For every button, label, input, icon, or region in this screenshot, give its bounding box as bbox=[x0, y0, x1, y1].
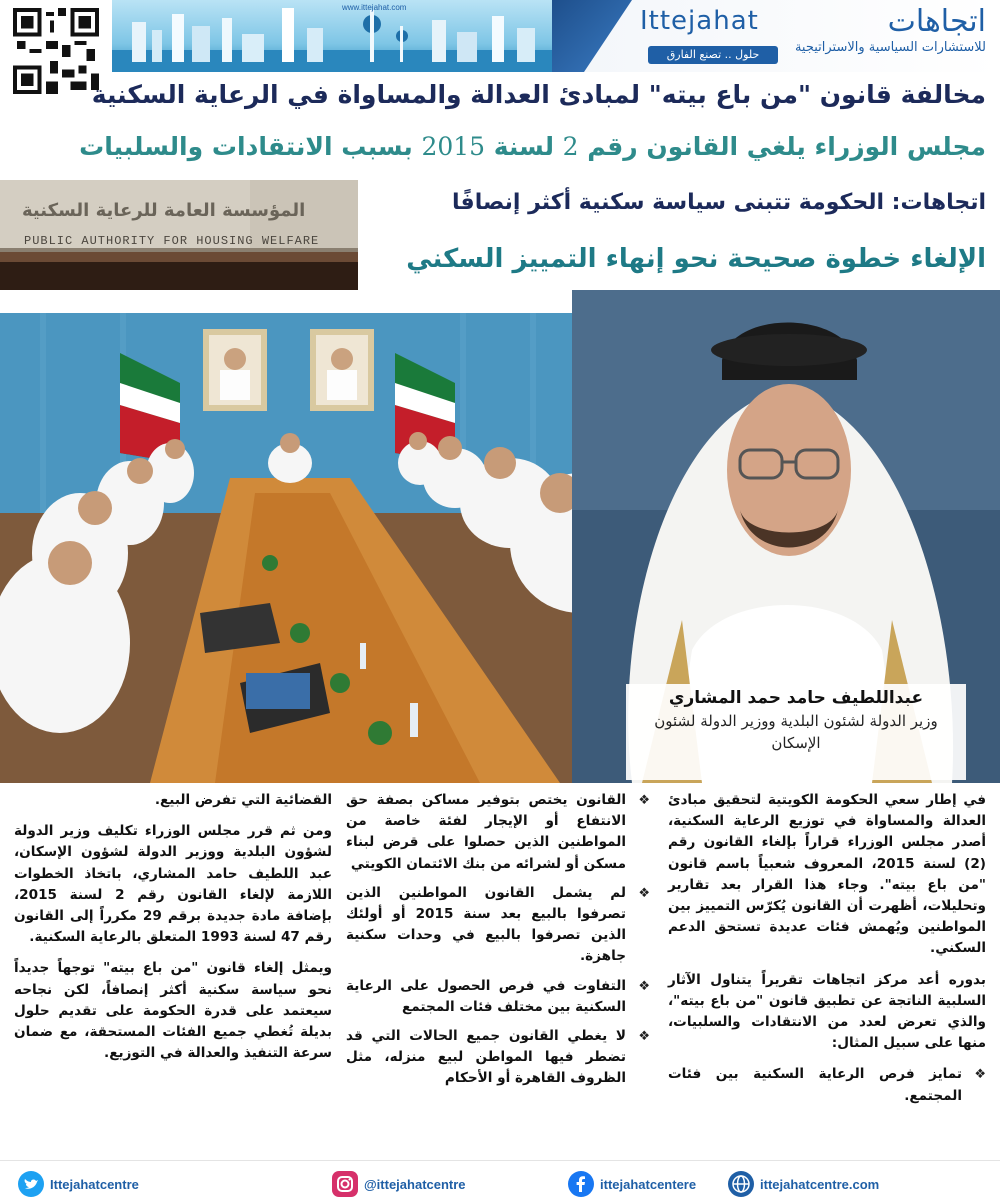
svg-text:www.ittejahat.com: www.ittejahat.com bbox=[342, 3, 407, 12]
list-item: ❖ التفاوت في فرص الحصول على الرعاية السكنية بين مختلف فئات المجتمع bbox=[346, 977, 650, 1015]
list-item: ❖ تمايز فرص الرعاية السكنية بين فئات المجتمع. bbox=[668, 1066, 986, 1104]
list-item: ❖ لم يشمل القانون المواطنين الذين تصرفوا بالبيع بعد سنة 2015 أو أولئك الذين تصرفوا بالبيع في وحدات سكنية جاهزة. bbox=[346, 884, 650, 965]
city-skyline-image bbox=[112, 0, 552, 72]
article-column-middle bbox=[346, 790, 650, 1098]
facebook-icon bbox=[568, 1171, 594, 1197]
headline-4: الإلغاء خطوة صحيحة نحو إنهاء التمييز السكني bbox=[406, 244, 986, 274]
facebook-link[interactable]: ittejahatcentere bbox=[568, 1171, 696, 1197]
list-item: ❖ القانون يختص بتوفير مساكن بصفة حق الانتفاع أو الإيجار لفئة خاصة من المواطنين الذين حصلوا على قرض لبناء مسكن أو لشرائه من بنك الائتمان الكويتي bbox=[346, 792, 650, 872]
logo-english[interactable]: Ittejahat bbox=[640, 6, 759, 36]
logo-arabic[interactable]: اتجاهات bbox=[887, 4, 986, 39]
building-sign-english: PUBLIC AUTHORITY FOR HOUSING WELFARE bbox=[24, 234, 320, 248]
qr-code-icon[interactable] bbox=[12, 8, 100, 94]
paragraph: بدوره أعد مركز اتجاهات تقريراً يتناول الآثار السلبية الناتجة عن تطبيق قانون "من باع بيته"، والذي تعرض لعدد من الانتقادات والسلبيات، منها على سبيل المثال: bbox=[668, 971, 986, 1052]
header-banner bbox=[0, 0, 1000, 78]
minister-name: عبداللطيف حامد حمد المشاري bbox=[668, 688, 924, 708]
globe-icon bbox=[728, 1171, 754, 1197]
cabinet-meeting-photo bbox=[0, 313, 580, 783]
headline-2: مجلس الوزراء يلغي القانون رقم 2 لسنة 2015 بسبب الانتقادات والسلبيات bbox=[79, 132, 986, 161]
building-sign-arabic: المؤسسة العامة للرعاية السكنية bbox=[22, 200, 306, 221]
housing-authority-building-photo bbox=[0, 180, 358, 290]
footer-social-bar bbox=[0, 1160, 1000, 1200]
diamond-bullet-icon: ❖ bbox=[638, 1029, 650, 1045]
logo-subtitle: للاستشارات السياسية والاستراتيجية bbox=[794, 40, 986, 55]
minister-caption bbox=[626, 684, 966, 780]
diamond-bullet-icon: ❖ bbox=[974, 1067, 986, 1083]
article-column-right bbox=[668, 790, 986, 1115]
diamond-bullet-icon: ❖ bbox=[638, 793, 650, 808]
article-column-left bbox=[14, 790, 332, 1074]
paragraph: القضائية التي تفرض البيع. bbox=[154, 792, 332, 808]
paragraph: ومن ثم قرر مجلس الوزراء تكليف وزير الدولة لشؤون البلدية ووزير الدولة لشؤون الإسكان، عبد اللطيف حامد المشاري، باتخاذ الخطوات اللازمة لإلغاء القانون رقم 2 لسنة 2015، بإضافة مادة جديدة برقم 29 مكرراً إلى القانون رقم 47 لسنة 1993 المتعلق بالرعاية السكنية. bbox=[14, 823, 332, 946]
paragraph: ويمثل إلغاء قانون "من باع بيته" توجهاً جديداً نحو سياسة سكنية أكثر إنصافاً، لكن نجاحه سيعتمد على قدرة الحكومة على تقديم حلول بديلة تُغطي جميع الفئات المستحقة، مع ضمان سرعة التنفيذ والعدالة في التوزيع. bbox=[14, 960, 332, 1062]
logo-tagline: حلول .. تصنع الفارق bbox=[648, 46, 778, 64]
paragraph: في إطار سعي الحكومة الكويتية لتحقيق مبادئ العدالة والمساواة في توزيع الرعاية السكنية، أصدر مجلس الوزراء قراراً بإلغاء القانون رقم (2) لسنة 2015، المعروف شعبياً باسم قانون "من باع بيته". وجاء هذا القرار بعد تقارير وتحليلات، أظهرت أن القانون يُكرّس التمييز بين المواطنين ويُهمش فئات عديدة تستحق الدعم السكني. bbox=[668, 792, 986, 957]
minister-title: وزير الدولة لشئون البلدية ووزير الدولة لشئون الإسكان bbox=[654, 712, 938, 752]
diamond-bullet-icon: ❖ bbox=[638, 978, 650, 994]
headline-1: مخالفة قانون "من باع بيته" لمبادئ العدالة والمساواة في الرعاية السكنية bbox=[91, 80, 986, 109]
twitter-link[interactable]: Ittejahatcentre bbox=[18, 1171, 139, 1197]
website-link[interactable]: ittejahatcentre.com bbox=[728, 1171, 879, 1197]
twitter-icon bbox=[18, 1171, 44, 1197]
headline-3: اتجاهات: الحكومة تتبنى سياسة سكنية أكثر إنصافًا bbox=[452, 190, 986, 215]
instagram-icon bbox=[332, 1171, 358, 1197]
list-item: ❖ لا يغطي القانون جميع الحالات التي قد تضطر فيها المواطن لبيع منزله، مثل الظروف القاهرة أو الأحكام bbox=[346, 1028, 650, 1087]
instagram-link[interactable]: @ittejahatcentre bbox=[332, 1171, 466, 1197]
diamond-bullet-icon: ❖ bbox=[638, 885, 650, 901]
